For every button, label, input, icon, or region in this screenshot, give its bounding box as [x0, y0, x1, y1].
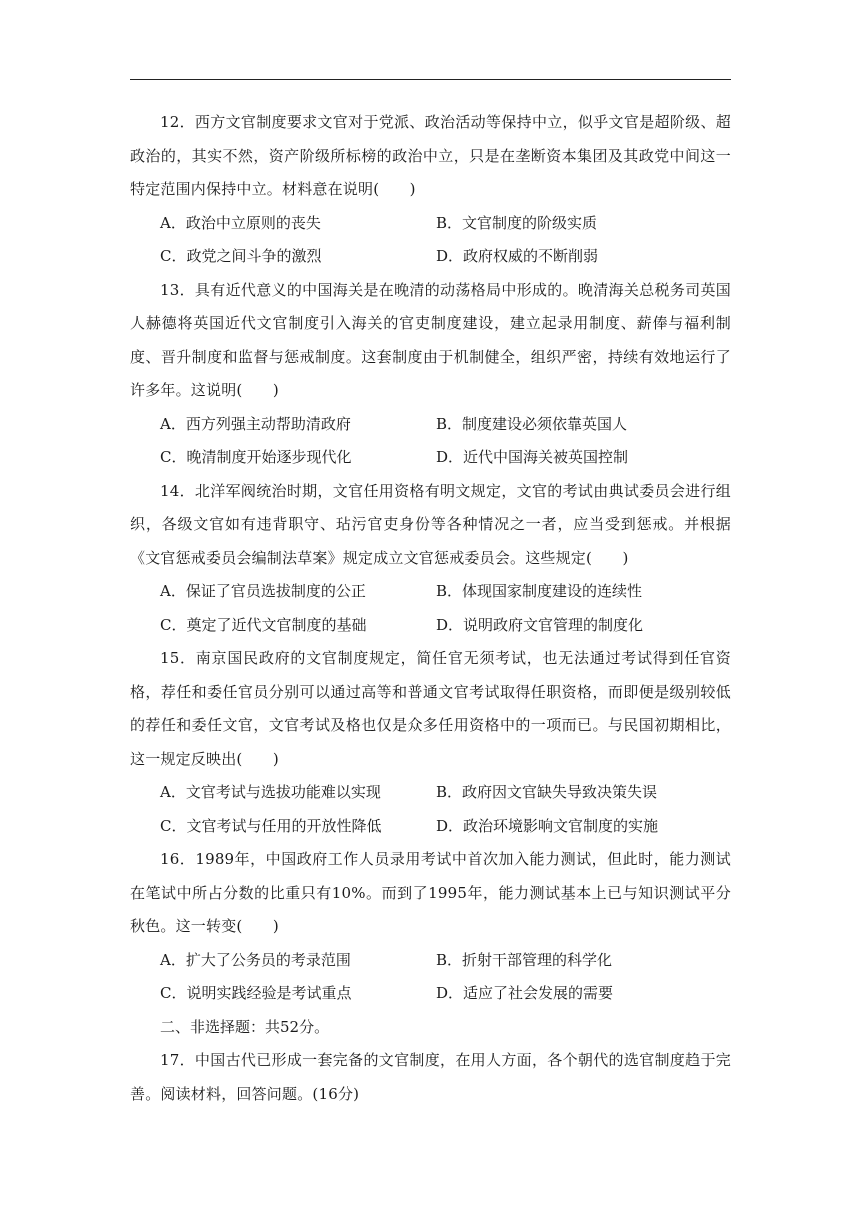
- section-heading: 二、非选择题：共52分。: [160, 1017, 330, 1036]
- option-c: C．晚清制度开始逐步现代化: [160, 448, 352, 466]
- answer-options: [130, 944, 731, 1011]
- option-d: D．适应了社会发展的需要: [436, 984, 614, 1002]
- option-a: A．西方列强主动帮助清政府: [160, 414, 351, 433]
- option-c: C．奠定了近代文官制度的基础: [160, 615, 367, 634]
- option-a: A．文官考试与选拔功能难以实现: [160, 783, 381, 801]
- question-stem: 14．北洋军阀统治时期，文官任用资格有明文规定，文官的考试由典试委员会进行组织，各级文官如有违背职守、玷污官吏身份等各种情况之一者，应当受到惩戒。并根据《文官惩戒委员会编制法草案》规定成立文官惩戒委员会。这些规定( ): [130, 481, 731, 567]
- header-rule: [130, 79, 731, 80]
- option-b: B．文官制度的阶级实质: [436, 213, 598, 232]
- option-d: D．近代中国海关被英国控制: [436, 448, 629, 466]
- question-13: [130, 274, 731, 475]
- option-c: C．政党之间斗争的激烈: [160, 247, 322, 265]
- document-body: [130, 106, 731, 1111]
- option-a: A．保证了官员选拔制度的公正: [160, 582, 366, 600]
- question-14: [130, 475, 731, 643]
- question-17-stem: 17．中国古代已形成一套完备的文官制度，在用人方面，各个朝代的选官制度趋于完善。阅读材料，回答问题。(16分): [130, 1051, 731, 1103]
- option-d: D．说明政府文官管理的制度化: [436, 615, 644, 634]
- answer-options: [130, 408, 731, 475]
- answer-options: [130, 575, 731, 642]
- option-c: C．说明实践经验是考试重点: [160, 984, 352, 1002]
- answer-options: [130, 776, 731, 843]
- option-d: D．政府权威的不断削弱: [436, 247, 599, 265]
- question-stem: 13．具有近代意义的中国海关是在晚清的动荡格局中形成的。晚清海关总税务司英国人赫德将英国近代文官制度引入海关的官吏制度建设，建立起录用制度、薪俸与福利制度、晋升制度和监督与惩戒制度。这套制度由于机制健全，组织严密，持续有效地运行了许多年。这说明( ): [130, 280, 731, 399]
- answer-options: [130, 207, 731, 274]
- question-stem: 12．西方文官制度要求文官对于党派、政治活动等保持中立，似乎文官是超阶级、超政治的，其实不然，资产阶级所标榜的政治中立，只是在垄断资本集团及其政党中间这一特定范围内保持中立。材料意在说明( ): [130, 113, 731, 198]
- option-b: B．政府因文官缺失导致决策失误: [436, 783, 658, 801]
- option-c: C．文官考试与任用的开放性降低: [160, 816, 382, 835]
- question-16: [130, 843, 731, 1011]
- question-12: [130, 106, 731, 274]
- option-b: B．制度建设必须依靠英国人: [436, 414, 628, 433]
- question-15: [130, 642, 731, 843]
- option-a: A．扩大了公务员的考录范围: [160, 950, 351, 969]
- option-a: A．政治中立原则的丧失: [160, 213, 321, 232]
- question-stem: 15．南京国民政府的文官制度规定，简任官无须考试，也无法通过考试得到任官资格，荐任和委任官员分别可以通过高等和普通文官考试取得任职资格，而即便是级别较低的荐任和委任文官，文官考试及格也仅是众多任用资格中的一项而已。与民国初期相比，这一规定反映出( ): [130, 649, 731, 768]
- option-d: D．政治环境影响文官制度的实施: [436, 816, 659, 835]
- option-b: B．体现国家制度建设的连续性: [436, 582, 643, 600]
- question-stem: 16．1989年，中国政府工作人员录用考试中首次加入能力测试，但此时，能力测试在笔试中所占分数的比重只有10%。而到了1995年，能力测试基本上已与知识测试平分秋色。这一转变( ): [130, 850, 731, 935]
- option-b: B．折射干部管理的科学化: [436, 950, 613, 969]
